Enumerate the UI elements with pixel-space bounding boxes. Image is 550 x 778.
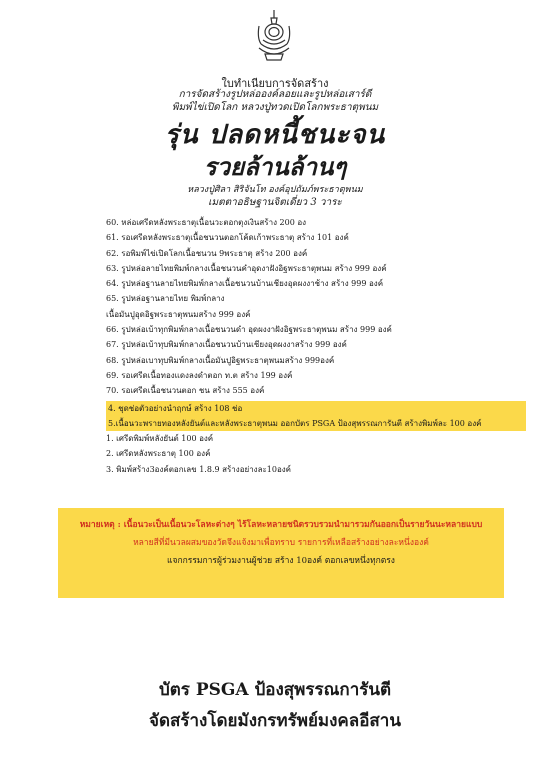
list-item: 3. พิมพ์สร้าง3องค์ตอกเลข 1.8.9 สร้างอย่างละ10องค์ [106,464,292,474]
blessing-note: เมตตาอธิษฐานจิตเดี่ยว 3 วาระ [208,197,342,208]
document-subheading-2: พิมพ์ไข่เปิดโลก หลวงปู่ทวดเปิดโลกพระธาตุพนม [171,102,379,113]
list-item: 64. รูปหล่อฐานลายไทยพิมพ์กลางเนื้อชนวนบ้านเชียงอุดผงงาช้าง สร้าง 999 องค์ [106,279,384,289]
monk-name: หลวงปู่ศิลา สิริจันโท องค์อุปถัมภ์พระธาตุพนม [187,185,363,195]
list-item: 67. รูปหล่อเบ้าทุบพิมพ์กลางเนื้อชนวนบ้านเชียงอุดผงงาสร้าง 999 องค์ [106,340,347,350]
document-subheading: การจัดสร้างรูปหล่อองค์ลอยและรูปหล่อเสาร์ดี [178,89,372,100]
remark-line: หมายเหตุ : เนื้อนวะเป็นเนื้อนวะโลหะต่างๆ ไร้โลหะหลายชนิดรวบรวมนำมารวมกันออกเป็นรายวันนะหลายแบบ [79,520,483,530]
list-item: 62. รอพิมพ์ไข่เปิดโลกเนื้อชนวน 9พระธาตุ สร้าง 200 องค์ [106,248,308,258]
footer-organizer: จัดสร้างโดยมังกรทรัพย์มงคลอีสาน [149,711,401,731]
edition-title-2: รวยล้านล้านๆ [203,152,347,181]
list-item: 66. รูปหล่อเบ้าทุกพิมพ์กลางเนื้อชนวนดำ อุดผงงาฝังอิฐพระธาตุพนม สร้าง 999 องค์ [106,325,392,335]
list-item: 65. รูปหล่อฐานลายไทย พิมพ์กลาง [106,294,225,304]
list-item: 63. รูปหล่อลายไทยพิมพ์กลางเนื้อชนวนคำอุดงาฝังอิฐพระธาตุพนม สร้าง 999 องค์ [106,263,387,273]
list-item: 60. หล่อเศรีดหลังพระธาตุเนื้อนวะตอกตุงเงินสร้าง 200 อง [106,218,307,227]
document-heading: ใบทำเนียบการจัดสร้าง [221,77,329,90]
remark-line: หลายสีที่มีนวลผสมของวัดจึงแจ้งมาเพื่อทราบ รายการที่เหลือสร้างอย่างละหนึ่งองค์ [133,538,429,548]
item-list [106,215,526,477]
highlighted-item: 4. ชุดช่อตัวอย่างนำฤกษ์ สร้าง 108 ช่อ [106,401,526,416]
remark-box [58,508,504,598]
list-item: 68. รูปหล่อเบาทุบพิมพ์กลางเนื้อมันปูอิฐพระธาตุพนมสร้าง 999องค์ [106,355,335,365]
footer-certificate: บัตร PSGA ป้องสุพรรณการันตี [158,680,392,700]
list-item: 61. รอเศรีดหลังพระธาตุเนื้อชนวนตอกโค้ดเก้าพระธาตุ สร้าง 101 องค์ [106,233,349,243]
list-item: 1. เศรีดพิมพ์หลังยันต์ 100 องค์ [106,434,214,444]
highlighted-item: 5.เนื้อนวะพรายทองหลังยันต์และหลังพระธาตุพนม ออกบัตร PSGA ป้องสุพรรณการันตี สร้างพิมพ์ละ 100 องค์ [106,416,526,431]
list-item: 70. รอเศรีดเนื้อชนวนตอก ชน สร้าง 555 องค์ [106,386,265,396]
edition-title: รุ่น ปลดหนี้ชนะจน [164,120,386,150]
list-item: 2. เศรีดหลังพระธาตุ 100 องค์ [106,449,211,459]
thai-royal-emblem-icon [255,8,293,64]
remark-line: แจกกรรมการผู้ร่วมงานผู้ช่วย สร้าง 10องค์ ตอกเลขหนึ่งทุกตรง [167,556,395,566]
list-item: 69. รอเศรีดเนื้อทองแดงลงดำตอก ท.ต สร้าง 199 องค์ [106,370,293,380]
list-item: เนื้อมันปูอุดอิฐพระธาตุพนมสร้าง 999 องค์ [106,309,251,319]
